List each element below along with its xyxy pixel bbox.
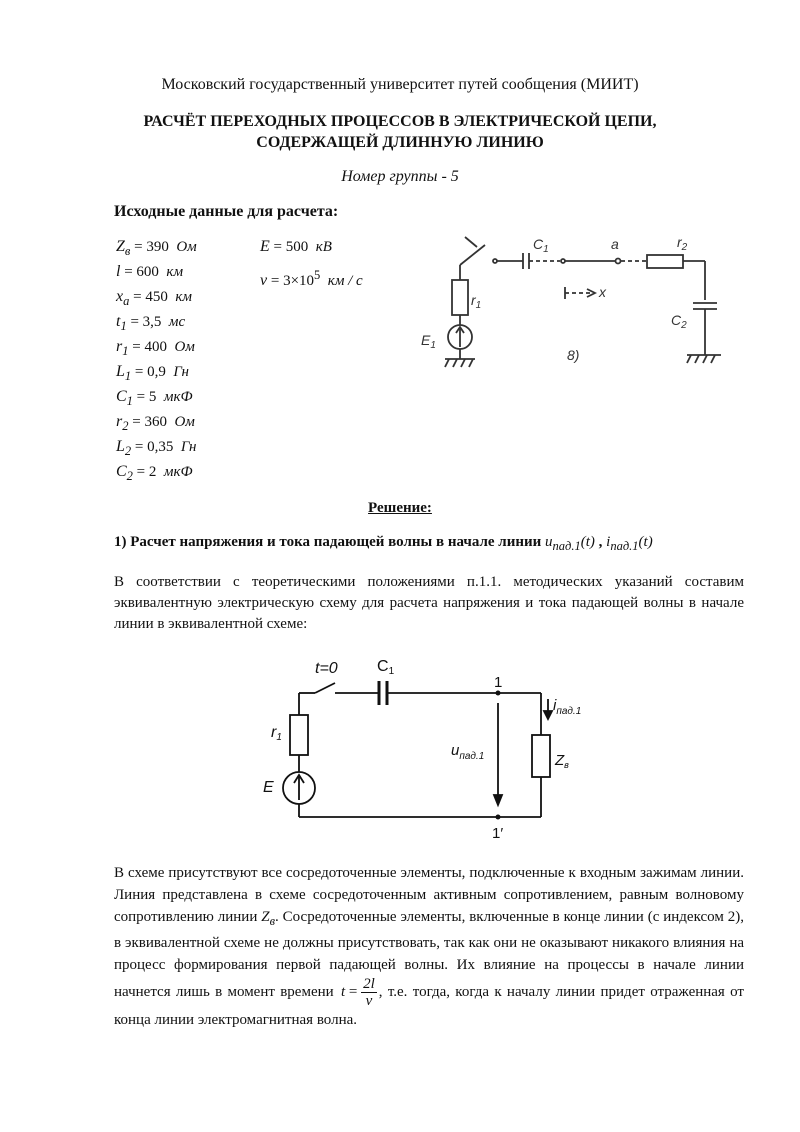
param-t1: $t_1 = 3,5$ мс [116, 313, 186, 333]
title-line-1: РАСЧЁТ ПЕРЕХОДНЫХ ПРОЦЕССОВ В ЭЛЕКТРИЧЕСКОЙ ЦЕПИ, [143, 113, 657, 130]
param-v: $v = 3\times 10^5$ км / с [260, 268, 363, 289]
scheme2-switch-label: t=0 [315, 660, 338, 677]
param-r2: $r_2 = 360$ Ом [116, 413, 195, 433]
scheme2-node-top: 1 [494, 674, 503, 691]
solution-heading: Решение: [368, 500, 432, 516]
section-1-title: 1) Расчет напряжения и тока падающей волны в начале линии $u_{пад.1}(t)$ , $i_{пад.1}(t)$ [114, 534, 653, 553]
university-name: Московский государственный университет путей сообщения (МИИТ) [161, 76, 639, 93]
scheme1-label-C2: $C_2$ [671, 312, 687, 331]
paragraph-2: В схеме присутствуют все сосредоточенные элементы, подключенные к входным зажимам линии. Линия представлена в схеме сосредоточенным активным сопротивлением, равным волновому сопротивлению линии $Z_в$. Сосредоточенные элементы, включенные в конце линии (с индексом 2), в эквивалентной схеме не должны присутствовать, так как они не оказывают никакого влияния на процесс формирования первой падающей волны. Их влияние на процессы в начале линии начнется лишь в момент времени t = $\frac{2l}{v}$ , т.е. тогда, когда к началу линии придет отраженная от конца линии электромагнитная волна. [114, 865, 745, 1028]
original-circuit-diagram [415, 225, 735, 375]
param-L1: $L_1 = 0,9$ Гн [116, 363, 189, 383]
paragraph-1: В соответствии с теоретическими положениями п.1.1. методических указаний составим эквивалентную электрическую схему для расчета напряжения и тока падающей волны в начале линии в эквивалентной схеме: [114, 574, 744, 632]
param-E: E = 500 кВ [260, 238, 332, 255]
param-L2: $L_2 = 0,35$ Гн [116, 438, 197, 458]
title-line-2: СОДЕРЖАЩЕЙ ДЛИННУЮ ЛИНИЮ [256, 134, 544, 151]
param-l: l = 600 км [116, 263, 184, 280]
scheme1-label-a: a [611, 236, 619, 252]
scheme1-label-E1: $E_1$ [421, 332, 436, 351]
scheme2-u-label: $u_{пад.1}$ [451, 742, 485, 762]
scheme1-label-r1: $r_1$ [471, 292, 482, 311]
param-r1: $r_1 = 400$ Ом [116, 338, 195, 358]
param-xa: $x_a = 450$ км [116, 288, 192, 308]
equivalent-circuit-diagram [255, 655, 582, 845]
param-Zv: $Z_в = 390$ Ом [116, 238, 197, 258]
scheme1-label-C1: $C_1$ [533, 236, 549, 255]
param-C1: $C_1 = 5$ мкФ [116, 388, 193, 408]
scheme2-cap-label: C1 [377, 658, 395, 677]
scheme1-label-variant: 8) [567, 347, 580, 363]
group-number: Номер группы - 5 [341, 168, 459, 185]
formula-t-2l-v: t = $\frac{2l}{v}$ [340, 976, 375, 1009]
scheme2-Z-label: $Z_в$ [555, 752, 569, 770]
scheme2-node-bottom: 1′ [492, 825, 504, 842]
param-C2: $C_2 = 2$ мкФ [116, 463, 193, 483]
document-title [0, 111, 800, 153]
given-data-heading: Исходные данные для расчета: [114, 203, 339, 220]
scheme2-E-label: E [263, 779, 274, 796]
scheme1-label-r2: $r_2$ [677, 234, 688, 253]
scheme1-label-x: x [599, 284, 606, 300]
scheme2-i-label: $i_{пад.1}$ [553, 697, 582, 717]
scheme2-r1-label: r1 [271, 724, 282, 743]
